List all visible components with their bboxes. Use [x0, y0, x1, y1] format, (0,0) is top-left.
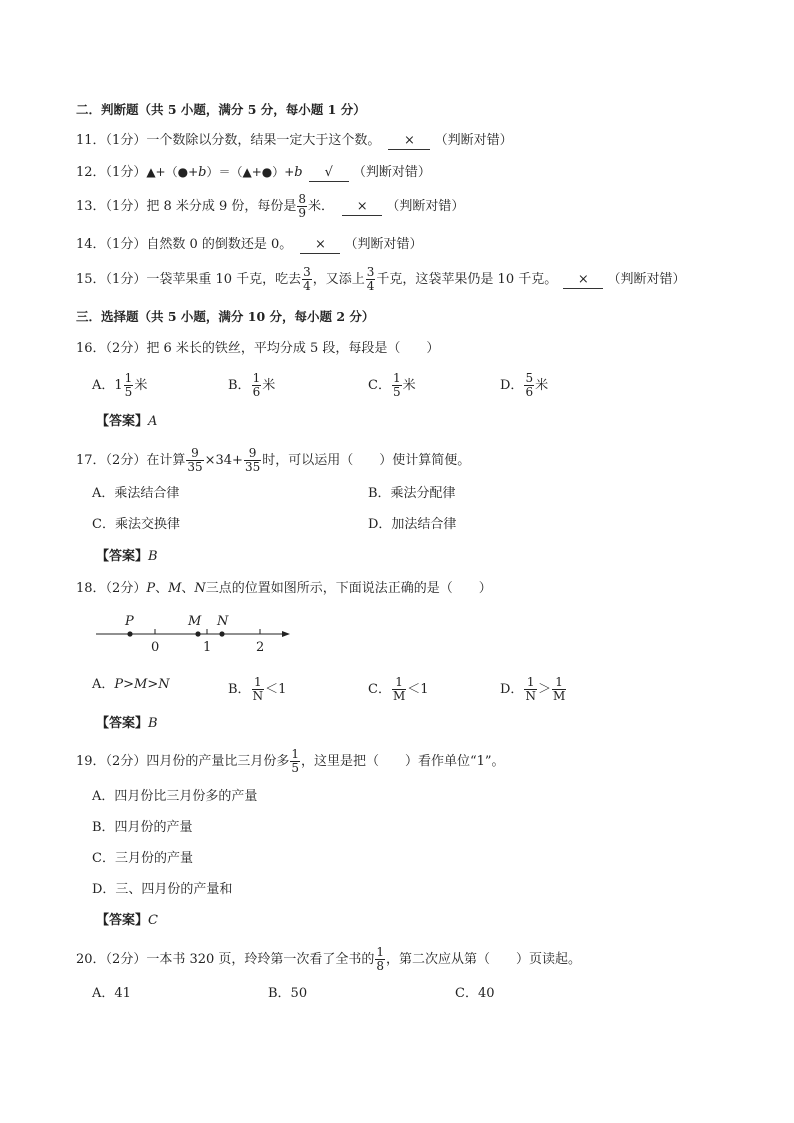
- question-18-option-a[interactable]: [92, 676, 170, 694]
- denominator: N: [252, 689, 264, 703]
- denominator: 35: [187, 460, 203, 474]
- question-17-text: 17．（2分）在计算: [76, 453, 186, 468]
- question-18-text: 18．（2分）: [76, 581, 147, 596]
- question-19-text-b: ，这里是把（ ）看作单位“1”。: [300, 754, 505, 769]
- question-19-answer: [96, 912, 158, 930]
- numerator: 1: [376, 945, 385, 959]
- question-20-text-b: ，第二次应从第（ ）页读起。: [386, 952, 582, 967]
- point-m: [195, 631, 200, 636]
- question-20-option-c[interactable]: C．40: [455, 986, 495, 1001]
- denominator: 5: [392, 385, 401, 399]
- answer-value: B: [148, 549, 158, 564]
- numerator: 8: [298, 192, 307, 206]
- question-19-option-d[interactable]: D．三、四月份的产量和: [92, 882, 233, 897]
- numerator: 1: [252, 371, 261, 385]
- answer-tag: 【答案】: [96, 716, 149, 731]
- numerator: 3: [366, 265, 375, 279]
- question-16-option-c[interactable]: [368, 372, 416, 399]
- numerator: 9: [191, 446, 199, 460]
- unit: 米: [535, 378, 549, 393]
- fraction: [124, 372, 134, 399]
- question-16-answer: [96, 413, 157, 431]
- fraction: [366, 266, 376, 293]
- question-13: [76, 193, 464, 220]
- question-14-suffix: （判断对错）: [344, 237, 423, 252]
- question-13-answer: ×: [342, 199, 382, 216]
- denominator: M: [552, 689, 566, 703]
- question-12-expr-a: ▲+（●+: [146, 165, 199, 179]
- question-19-option-b[interactable]: B．四月份的产量: [92, 820, 193, 835]
- question-18-text-b: 三点的位置如图所示，下面说法正确的是（ ）: [205, 581, 492, 596]
- question-18-option-c[interactable]: [368, 676, 429, 703]
- answer-tag: 【答案】: [96, 913, 149, 928]
- question-13-text: 13．（1分）把 8 米分成 9 份，每份是: [76, 199, 297, 214]
- fraction: [392, 372, 402, 399]
- tick-label-1: 1: [203, 640, 212, 655]
- denominator: N: [525, 689, 536, 703]
- question-17-option-b[interactable]: B．乘法分配律: [368, 486, 456, 501]
- unit: 米: [134, 378, 148, 393]
- number-line-figure: [94, 610, 294, 656]
- question-17-text-b: 时，可以运用（ ）使计算简便。: [262, 453, 471, 468]
- fraction: [524, 372, 534, 399]
- question-17-option-d[interactable]: D．加法结合律: [368, 517, 457, 532]
- fraction: [244, 447, 261, 474]
- question-12: [76, 163, 431, 182]
- tick-label-0: 0: [151, 640, 160, 655]
- question-17-option-a[interactable]: A．乘法结合律: [92, 486, 180, 501]
- numerator: 3: [303, 265, 311, 279]
- question-16-option-a[interactable]: [92, 372, 147, 399]
- question-20-option-b[interactable]: B．50: [268, 986, 308, 1001]
- option-label: D．: [500, 682, 524, 697]
- label-n: N: [217, 614, 229, 629]
- numerator: 1: [555, 675, 563, 689]
- denominator: 6: [252, 385, 261, 399]
- question-18: [76, 580, 492, 598]
- question-16-option-d[interactable]: [500, 372, 548, 399]
- question-19-option-a[interactable]: A．四月份比三月份多的产量: [92, 789, 258, 804]
- fraction: [186, 447, 203, 474]
- whole-number: 1: [114, 378, 123, 393]
- question-18-option-b[interactable]: [228, 676, 286, 703]
- question-17: [76, 447, 470, 474]
- fraction: [524, 676, 537, 703]
- var-p: P: [146, 581, 156, 596]
- question-19-option-c[interactable]: C．三月份的产量: [92, 851, 193, 866]
- denominator: M: [392, 689, 406, 703]
- fraction: [297, 193, 307, 220]
- numerator: 1: [392, 371, 401, 385]
- section-3-heading: 三．选择题（共 5 小题，满分 10 分，每小题 2 分）: [76, 309, 375, 324]
- question-15-answer: ×: [563, 272, 603, 289]
- question-20-option-a[interactable]: A．41: [92, 986, 131, 1001]
- fraction: [252, 676, 265, 703]
- option-label: D．: [500, 378, 524, 393]
- question-16: 16．（2分）把 6 米长的铁丝，平均分成 5 段，每段是（ ）: [76, 341, 440, 356]
- number-line-arrow: [282, 631, 290, 637]
- var-n: N: [194, 581, 206, 596]
- question-20-text: 20．（2分）一本书 320 页，玲玲第一次看了全书的: [76, 952, 375, 967]
- question-17-expression: ×34+: [204, 453, 243, 468]
- question-14: [76, 236, 423, 254]
- option-label: C．: [368, 682, 391, 697]
- numerator: 9: [248, 446, 257, 460]
- relation: ＜1: [265, 682, 287, 697]
- fraction: [552, 676, 566, 703]
- option-label: A．: [92, 677, 115, 692]
- question-20: [76, 946, 581, 973]
- question-13-text-b: 米．: [308, 199, 335, 214]
- point-p: [127, 631, 132, 636]
- question-11-answer: ×: [388, 133, 430, 150]
- separator: 、: [181, 581, 195, 596]
- question-15-text: 15．（1分）一袋苹果重 10 千克，吃去: [76, 272, 302, 287]
- denominator: 4: [366, 279, 375, 293]
- option-label: C．: [368, 378, 391, 393]
- question-12-var-b1: b: [198, 165, 207, 180]
- question-11-suffix: （判断对错）: [434, 133, 513, 148]
- option-label: B．: [228, 378, 251, 393]
- question-15: [76, 266, 686, 293]
- denominator: 5: [291, 761, 299, 775]
- denominator: 9: [298, 206, 307, 220]
- question-14-answer: ×: [300, 237, 340, 254]
- question-11: [76, 132, 513, 150]
- question-19-text: 19．（2分）四月份的产量比三月份多: [76, 754, 290, 769]
- relation: ＞: [537, 682, 551, 697]
- question-12-prefix: 12．（1分）: [76, 165, 147, 180]
- question-15-suffix: （判断对错）: [607, 272, 686, 287]
- section-2-heading: 二．判断题（共 5 小题，满分 5 分，每小题 1 分）: [76, 102, 366, 117]
- question-14-text: 14．（1分）自然数 0 的倒数还是 0。: [76, 237, 293, 252]
- var-m: M: [168, 581, 182, 596]
- denominator: 35: [244, 460, 261, 474]
- option-label: A．: [92, 378, 115, 393]
- fraction: [392, 676, 406, 703]
- relation: ＜1: [407, 682, 429, 697]
- answer-value: B: [148, 716, 158, 731]
- denominator: 6: [525, 385, 534, 399]
- question-12-var-b2: b: [294, 165, 303, 180]
- numerator: 1: [291, 747, 299, 761]
- question-17-answer: [96, 548, 158, 566]
- question-13-suffix: （判断对错）: [386, 199, 465, 214]
- numerator: 1: [124, 371, 133, 385]
- label-m: M: [188, 614, 202, 629]
- numerator: 1: [253, 675, 262, 689]
- denominator: 8: [376, 959, 385, 973]
- numerator: 1: [526, 675, 535, 689]
- numerator: 5: [525, 371, 534, 385]
- unit: 米: [262, 378, 276, 393]
- numerator: 1: [395, 675, 403, 689]
- answer-tag: 【答案】: [96, 549, 149, 564]
- question-12-answer: √: [309, 165, 349, 182]
- question-18-option-d[interactable]: [500, 676, 567, 703]
- question-12-suffix: （判断对错）: [352, 165, 431, 180]
- question-17-option-c[interactable]: C．乘法交换律: [92, 517, 180, 532]
- option-label: B．: [228, 682, 251, 697]
- fraction: [290, 748, 300, 775]
- fraction: [302, 266, 312, 293]
- fraction: [252, 372, 262, 399]
- question-16-option-b[interactable]: [228, 372, 275, 399]
- denominator: 4: [303, 279, 311, 293]
- question-15-text-c: 千克，这袋苹果仍是 10 千克。: [376, 272, 558, 287]
- fraction: [375, 946, 385, 973]
- answer-value: A: [148, 414, 158, 429]
- question-11-text: 11．（1分）一个数除以分数，结果一定大于这个数。: [76, 133, 381, 148]
- tick-label-2: 2: [256, 640, 265, 655]
- question-19: [76, 748, 505, 775]
- label-p: P: [125, 614, 134, 629]
- answer-value: C: [148, 913, 158, 928]
- unit: 米: [402, 378, 416, 393]
- answer-tag: 【答案】: [96, 414, 149, 429]
- question-15-text-b: ，又添上: [312, 272, 365, 287]
- question-12-expr-b: ）＝（▲+●）+: [206, 165, 295, 179]
- question-18-answer: [96, 715, 158, 733]
- option-text: P>M>N: [114, 677, 170, 692]
- point-n: [219, 631, 224, 636]
- denominator: 5: [124, 385, 133, 399]
- separator: 、: [155, 581, 169, 596]
